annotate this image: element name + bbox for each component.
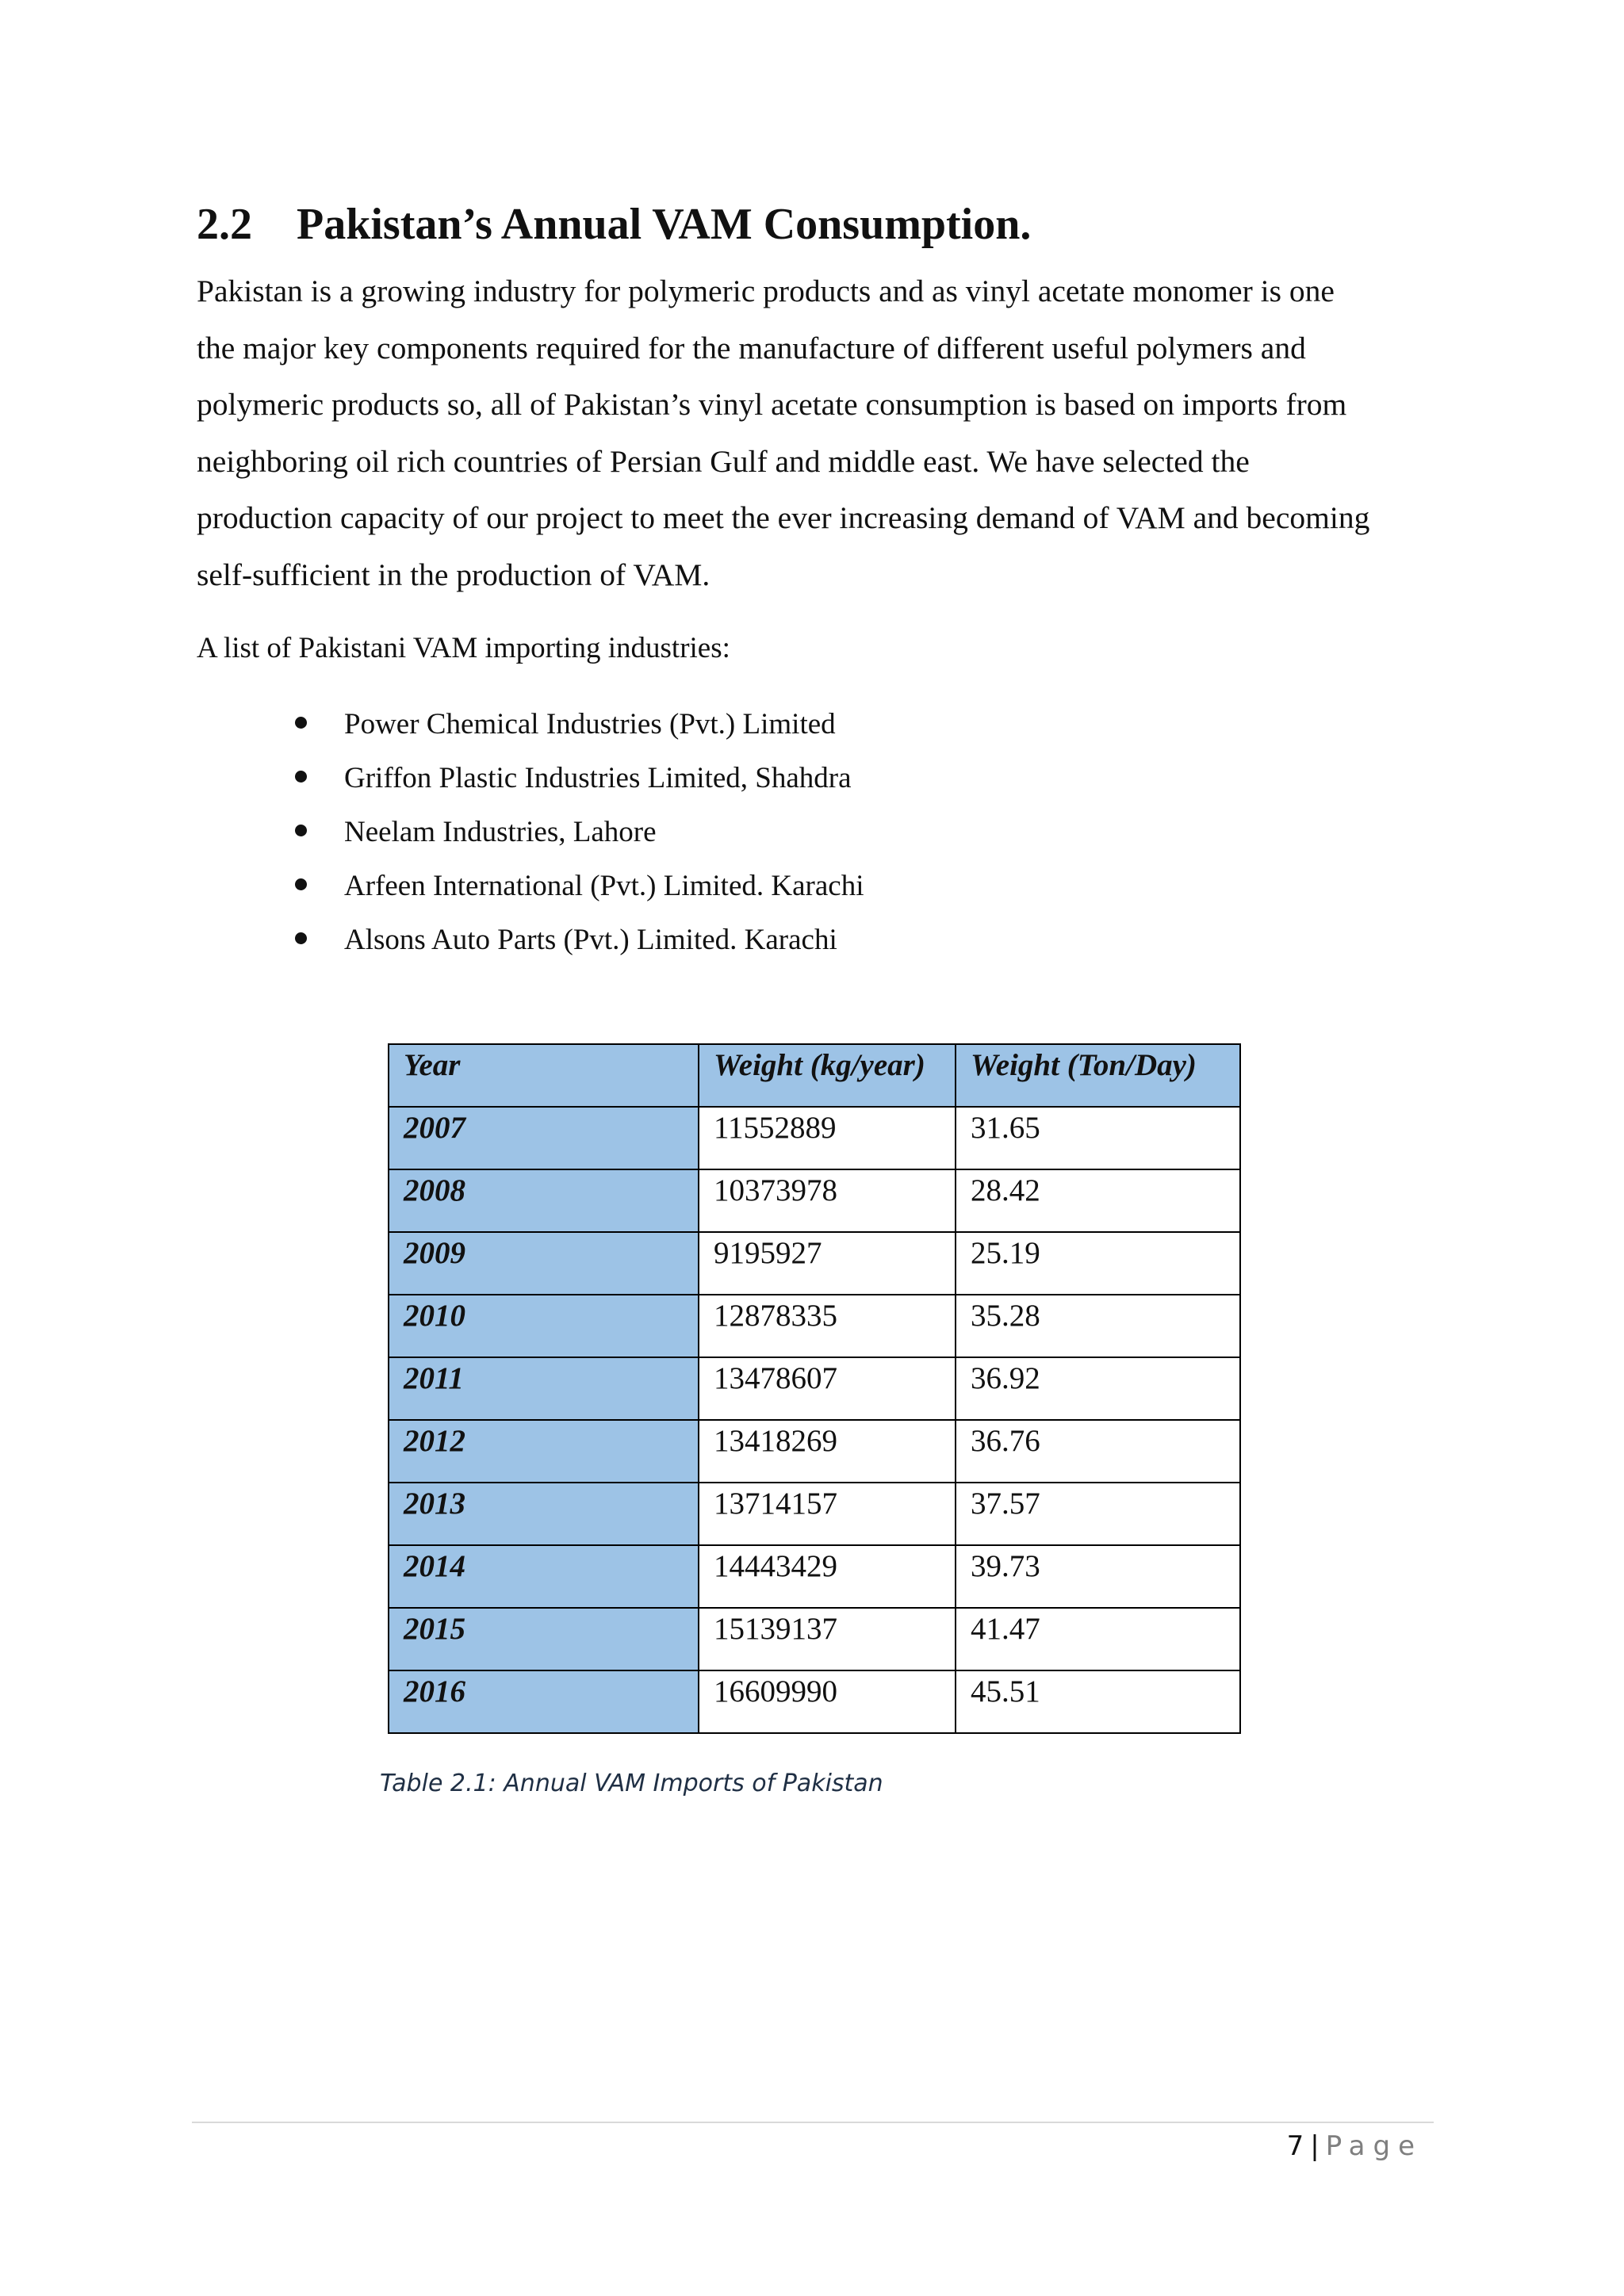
year-cell: 2008 [389, 1169, 699, 1232]
paragraph-line: the major key components required for the manufacture of different useful polymers and [197, 330, 1306, 365]
bullet-icon [295, 878, 307, 890]
table-row [389, 1483, 1240, 1545]
body-paragraph [197, 263, 1434, 603]
year-cell: 2015 [389, 1608, 699, 1670]
year-cell: 2013 [389, 1483, 699, 1545]
year-cell: 2007 [389, 1107, 699, 1169]
ton-per-day-cell: 35.28 [956, 1295, 1240, 1357]
section-number: 2.2 [197, 200, 252, 249]
table-header-row [389, 1044, 1240, 1107]
footer-divider [192, 2122, 1434, 2123]
ton-per-day-cell: 41.47 [956, 1608, 1240, 1670]
table-row [389, 1169, 1240, 1232]
table-row [389, 1232, 1240, 1295]
year-cell: 2009 [389, 1232, 699, 1295]
header-year: Year [389, 1044, 699, 1107]
table-row [389, 1608, 1240, 1670]
bullet-icon [295, 825, 307, 836]
footer-separator: | [1310, 2130, 1320, 2162]
kg-per-year-cell: 16609990 [699, 1670, 956, 1733]
ton-per-day-cell: 36.76 [956, 1420, 1240, 1483]
year-cell: 2012 [389, 1420, 699, 1483]
ton-per-day-cell: 28.42 [956, 1169, 1240, 1232]
paragraph-line: production capacity of our project to meet the ever increasing demand of VAM and becoming [197, 500, 1370, 535]
kg-per-year-cell: 13714157 [699, 1483, 956, 1545]
paragraph-line: self-sufficient in the production of VAM. [197, 557, 710, 592]
kg-per-year-cell: 13478607 [699, 1357, 956, 1420]
paragraph-line: neighboring oil rich countries of Persian Gulf and middle east. We have selected the [197, 443, 1250, 479]
ton-per-day-cell: 45.51 [956, 1670, 1240, 1733]
list-item-text: Alsons Auto Parts (Pvt.) Limited. Karachi [344, 924, 837, 956]
table-row [389, 1107, 1240, 1169]
bullet-icon [295, 932, 307, 944]
year-cell: 2011 [389, 1357, 699, 1420]
header-weight-ton-day: Weight (Ton/Day) [956, 1044, 1240, 1107]
header-weight-kg-year: Weight (kg/year) [699, 1044, 956, 1107]
kg-per-year-cell: 15139137 [699, 1608, 956, 1670]
paragraph-line: Pakistan is a growing industry for polymeric products and as vinyl acetate monomer is one [197, 274, 1335, 308]
year-cell: 2016 [389, 1670, 699, 1733]
vam-imports-table [388, 1043, 1241, 1734]
bullet-icon [295, 771, 307, 783]
kg-per-year-cell: 10373978 [699, 1169, 956, 1232]
page-number: 7 [1286, 2130, 1304, 2162]
list-item-text: Arfeen International (Pvt.) Limited. Karachi [344, 870, 864, 902]
kg-per-year-cell: 12878335 [699, 1295, 956, 1357]
section-heading [197, 193, 1031, 256]
bullet-icon [295, 717, 307, 729]
table-caption: Table 2.1: Annual VAM Imports of Pakistan [380, 1770, 883, 1797]
kg-per-year-cell: 13418269 [699, 1420, 956, 1483]
list-item-text: Neelam Industries, Lahore [344, 816, 657, 848]
page-label: Page [1325, 2130, 1423, 2162]
ton-per-day-cell: 39.73 [956, 1545, 1240, 1608]
kg-per-year-cell: 14443429 [699, 1545, 956, 1608]
section-title: Pakistan’s Annual VAM Consumption. [297, 200, 1032, 249]
table-row [389, 1670, 1240, 1733]
list-item-text: Griffon Plastic Industries Limited, Shahdra [344, 762, 852, 794]
table-row [389, 1295, 1240, 1357]
paragraph-line: polymeric products so, all of Pakistan’s vinyl acetate consumption is based on imports from [197, 387, 1347, 422]
table-row [389, 1357, 1240, 1420]
year-cell: 2010 [389, 1295, 699, 1357]
kg-per-year-cell: 11552889 [699, 1107, 956, 1169]
ton-per-day-cell: 36.92 [956, 1357, 1240, 1420]
list-intro: A list of Pakistani VAM importing industries: [197, 632, 730, 664]
kg-per-year-cell: 9195927 [699, 1232, 956, 1295]
ton-per-day-cell: 25.19 [956, 1232, 1240, 1295]
list-item-text: Power Chemical Industries (Pvt.) Limited [344, 708, 836, 740]
table-row [389, 1420, 1240, 1483]
ton-per-day-cell: 31.65 [956, 1107, 1240, 1169]
ton-per-day-cell: 37.57 [956, 1483, 1240, 1545]
page-footer [1287, 2126, 1423, 2166]
year-cell: 2014 [389, 1545, 699, 1608]
table-row [389, 1545, 1240, 1608]
